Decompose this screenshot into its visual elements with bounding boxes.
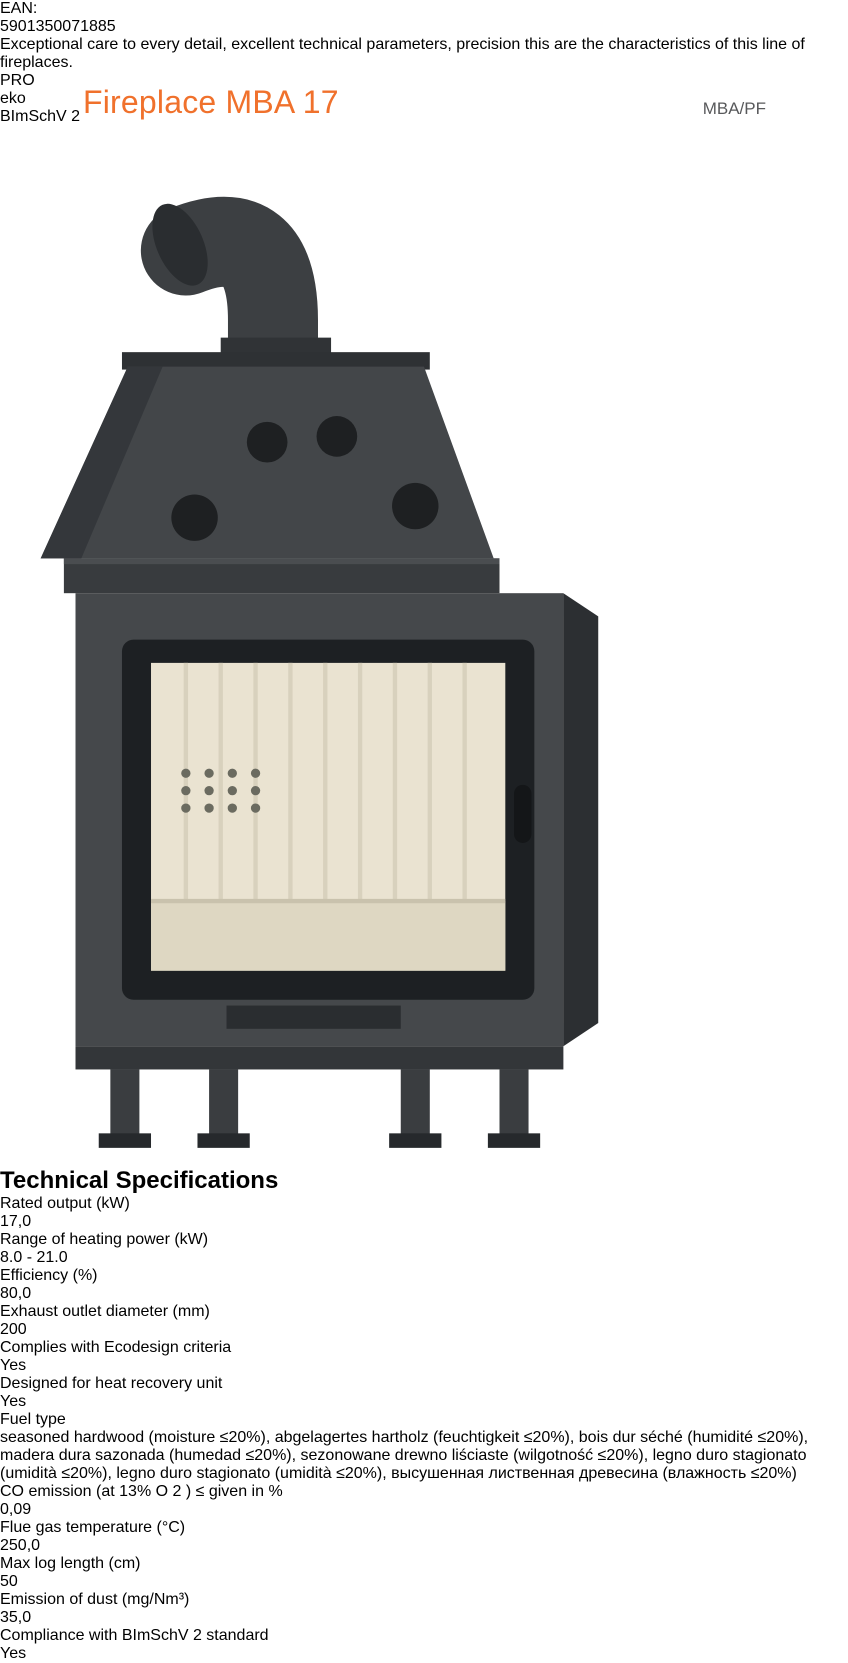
fuel-type-value-cyrillic: высушенная лиственная древесина (влажность ≤20%): [391, 1465, 797, 1483]
ean-block: [0, 0, 848, 36]
section-title: Technical Specifications: [0, 1167, 279, 1195]
recycle-diamond: [0, 126, 848, 175]
spec-row-ecodesign: Complies with Ecodesign criteria Yes: [0, 1339, 232, 1375]
eko-label: eko: [0, 90, 26, 107]
badge-recycle: [0, 126, 848, 175]
product-description: Exceptional care to every detail, excellent technical parameters, precision this are the characteristics of this line of fireplaces.: [0, 36, 805, 71]
ean-value: 5901350071885: [0, 18, 116, 35]
spec-row-heating-range: Range of heating power (kW) 8.0 - 21.0: [0, 1231, 209, 1267]
bimschv-level: 2: [71, 108, 81, 125]
spec-row-max-log-length: Max log length (cm) 50: [0, 1555, 141, 1591]
fuel-type-value: seasoned hardwood (moisture ≤20%), abgelagertes hartholz (feuchtigkeit ≤20%), bois dur séché (humidité ≤20%), madera dura sazonada (humedad ≤20%), sezonowane drewno liściaste (wilgotność ≤20%), legno duro stagionato (umidità ≤20%), legno duro stagionato (umidità ≤20%),: [0, 1429, 809, 1483]
pro-letters: RO: [10, 72, 35, 89]
header-rule: [83, 137, 766, 140]
spec-row-exhaust-diameter: Exhaust outlet diameter (mm) 200: [0, 1303, 210, 1339]
pro-letter-mirrored: P: [0, 72, 11, 89]
spec-row-bimschv-compliance: Compliance with BImSchV 2 standard Yes: [0, 1627, 269, 1663]
spec-row-flue-temperature: Flue gas temperature (°C) 250,0: [0, 1519, 186, 1555]
page-title: Fireplace MBA 17: [83, 84, 339, 120]
spec-row-rated-output: Rated output (kW) 17,0: [0, 1195, 130, 1231]
recycle-house-icon: [0, 126, 44, 170]
specs-table: [0, 1195, 848, 1663]
spec-row-fuel-type: Fuel type seasoned hardwood (moisture ≤20%), abgelagertes hartholz (feuchtigkeit ≤20%), bois dur séché (humidité ≤20%), madera dura sazonada (humedad ≤20%), sezonowane drewno liściaste (wilgotność ≤20%), legno duro stagionato (umidità ≤20%), legno duro stagionato (umidità ≤20%), высушенная лиственная древесина (влажность ≤20%): [0, 1411, 809, 1483]
spec-row-co-emission: CO emission (at 13% O 2 ) ≤ given in % 0,09: [0, 1483, 283, 1519]
product-code: MBA/PF: [702, 99, 766, 118]
spec-row-dust-emission: Emission of dust (mg/Nm³) 35,0: [0, 1591, 190, 1627]
spec-row-heat-recovery: Designed for heat recovery unit Yes: [0, 1375, 223, 1411]
bimschv-label: BImSchV: [0, 108, 67, 125]
fireplace-product-image: [0, 175, 848, 1162]
spec-row-efficiency: Efficiency (%) 80,0: [0, 1267, 98, 1303]
ean-label: EAN:: [0, 0, 38, 17]
